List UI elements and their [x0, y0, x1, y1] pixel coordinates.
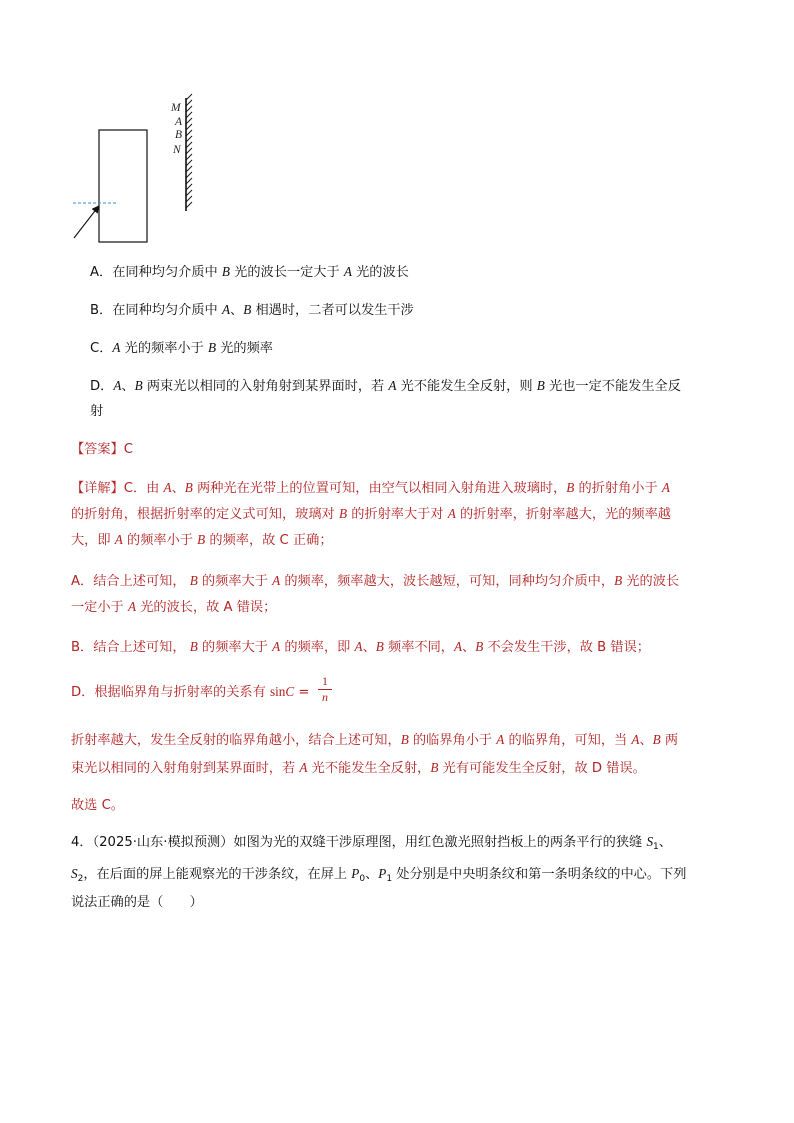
optics-figure — [60, 90, 210, 250]
option-b: B．在同种均匀介质中 A、B 相遇时，二者可以发生干涉 — [90, 302, 414, 318]
analysis-d-line2: 折射率越大，发生全反射的临界角越小，结合上述可知，B 的临界角小于 A 的临界角，可知，当 A、B 两 — [71, 732, 679, 748]
analysis-a-line1: A．结合上述可知， B 的频率大于 A 的频率，频率越大，波长越短，可知，同种均匀介质中，B 光的波长 — [71, 573, 680, 589]
incident-ray — [74, 207, 98, 238]
label-m: M — [171, 102, 181, 114]
analysis-d-line3: 束光以相同的入射角射到某界面时，若 A 光不能发生全反射，B 光有可能发生全反射，故 D 错误。 — [71, 760, 646, 776]
analysis-a-line2: 一定小于 A 光的波长，故 A 错误； — [71, 599, 277, 615]
analysis-line1: 【详解】C．由 A、B 两种光在光带上的位置可知，由空气以相同入射角进入玻璃时，B 的折射角小于 A — [71, 480, 670, 496]
answer: 【答案】C — [71, 442, 133, 457]
sin-symbol: sin — [269, 684, 286, 699]
fraction-denominator: n — [322, 690, 328, 704]
option-c: C．A 光的频率小于 B 光的频率 — [90, 340, 273, 356]
option-d-line2: 射 — [90, 404, 104, 419]
option-d-line1: D．A、B 两束光以相同的入射角射到某界面时，若 A 光不能发生全反射，则 B 光也一定不能发生全反 — [90, 378, 681, 394]
question4-line1: 4．（2025·山东·模拟预测）如图为光的双缝干涉原理图，用红色激光照射挡板上的两条平行的狭缝 $S_1$、 — [71, 834, 672, 852]
label-n: N — [173, 144, 181, 156]
glass-block — [99, 130, 147, 242]
question4-line3: 说法正确的是（ ） — [71, 895, 203, 910]
final-answer: 故选 C。 — [71, 798, 124, 813]
analysis-line2: 的折射角，根据折射率的定义式可知，玻璃对 B 的折射率大于对 A 的折射率，折射率越大，光的频率越 — [71, 506, 671, 522]
analysis-b: B．结合上述可知， B 的频率大于 A 的频率，即 A、B 频率不同，A、B 不会发生干涉，故 B 错误； — [71, 639, 650, 655]
screen-hatching — [186, 94, 192, 208]
fraction-numerator: 1 — [322, 674, 328, 688]
label-a: A — [175, 116, 183, 128]
question4-line2: $S_2$，在后面的屏上能观察光的干涉条纹，在屏上 $P_0$、$P_1$ 处分别是中央明条纹和第一条明条纹的中心。下列 — [71, 866, 687, 884]
option-a: A．在同种均匀介质中 B 光的波长一定大于 A 光的波长 — [90, 264, 409, 280]
label-b: B — [175, 129, 183, 141]
analysis-line3: 大，即 A 的频率小于 B 的频率，故 C 正确； — [71, 532, 333, 548]
analysis-d-line1: D．根据临界角与折射率的关系有 sinC = — [71, 684, 310, 700]
fraction-1-over-n — [318, 675, 332, 704]
